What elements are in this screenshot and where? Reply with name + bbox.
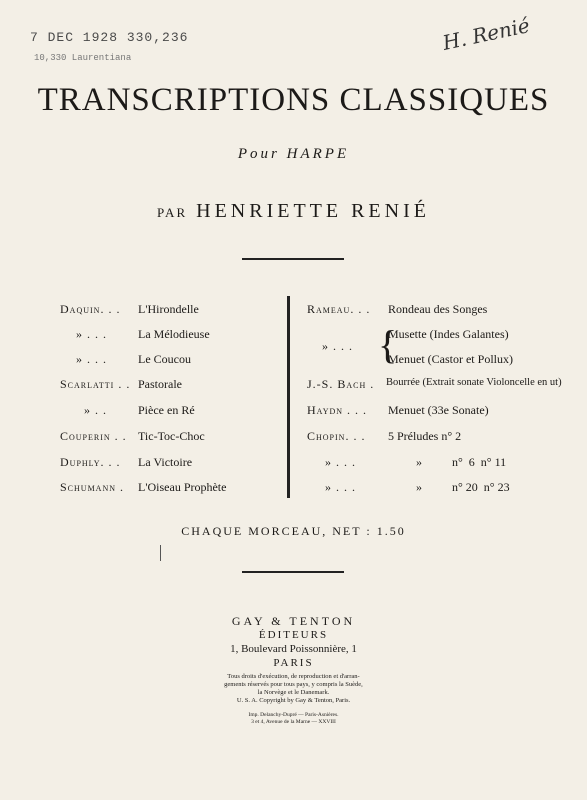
brace-mark: { [378, 322, 398, 367]
author-line [0, 200, 587, 223]
right-work: Musette (Indes Galantes) [388, 327, 509, 341]
library-stamp-line2: 10,330 Laurentiana [34, 53, 132, 63]
right-work: » n° 20 n° 23 [416, 480, 510, 494]
right-composer: Chopin. . . [307, 429, 366, 443]
column-divider [287, 296, 290, 498]
right-composer: J.-S. Bach . [307, 377, 375, 391]
right-work: » n° 6 n° 11 [416, 455, 507, 469]
pencil-mark [160, 545, 161, 561]
left-work: Le Coucou [138, 352, 191, 366]
left-work: La Mélodieuse [138, 327, 210, 341]
right-work: Bourrée (Extrait sonate Violoncelle en ut) [386, 377, 562, 388]
bottom-divider [242, 571, 344, 573]
left-composer: Daquin. . . [60, 302, 121, 316]
price-line: CHAQUE MORCEAU, NET : 1.50 [181, 524, 406, 538]
left-work: Pièce en Ré [138, 403, 195, 417]
library-stamp: 7 DEC 1928 330,236 [30, 30, 189, 45]
rights-line: Tous droits d'exécution, de reproduction et d'arran- [227, 673, 360, 680]
left-composer: » . . . [76, 352, 107, 366]
publisher-city: PARIS [273, 657, 314, 669]
right-composer: » . . . [322, 339, 353, 353]
publisher-role: ÉDITEURS [258, 629, 329, 641]
left-composer: Scarlatti . . [60, 377, 131, 391]
left-composer: Couperin . . [60, 429, 127, 443]
publisher-name: GAY & TENTON [231, 614, 356, 628]
right-work: 5 Préludes n° 2 [388, 429, 462, 443]
rights-line: la Norvège et le Danemark. [257, 689, 330, 696]
left-work: Tic-Toc-Choc [138, 429, 205, 443]
printer-line: 3 et 4, Avenue de la Marne — XXVIII [251, 719, 336, 725]
right-composer: Haydn . . . [307, 403, 368, 417]
copyright-line: U. S. A. Copyright by Gay & Tenton, Paris. [236, 697, 351, 704]
right-work: Menuet (Castor et Pollux) [388, 352, 513, 366]
instrument-subtitle: Pour HARPE [237, 146, 350, 162]
printer-line: Imp. Delanchy-Dupré — Paris-Asnières. [248, 712, 339, 718]
publisher-address: 1, Boulevard Poissonnière, 1 [230, 643, 357, 655]
rights-line: gements réservés pour tous pays, y compris la Suède, [224, 681, 363, 688]
top-divider [242, 258, 344, 260]
right-composer: » . . . [325, 455, 356, 469]
left-composer: » . . . [76, 327, 107, 341]
page-title: TRANSCRIPTIONS CLASSIQUES [37, 82, 550, 118]
author-name: HENRIETTE RENIÉ [196, 200, 430, 222]
left-composer: » . . [84, 403, 107, 417]
left-work: La Victoire [138, 455, 193, 469]
right-composer: » . . . [325, 480, 356, 494]
left-composer: Duphly. . . [60, 455, 121, 469]
left-work: L'Oiseau Prophète [138, 480, 227, 494]
right-work: Rondeau des Songes [388, 302, 488, 316]
left-composer: Schumann . [60, 480, 125, 494]
right-work: Menuet (33e Sonate) [388, 403, 489, 417]
right-composer: Rameau. . . [307, 302, 371, 316]
handwritten-signature: H. Renié [440, 13, 532, 55]
left-work: Pastorale [138, 377, 182, 391]
left-work: L'Hirondelle [138, 302, 199, 316]
author-prefix: PAR [157, 205, 188, 220]
